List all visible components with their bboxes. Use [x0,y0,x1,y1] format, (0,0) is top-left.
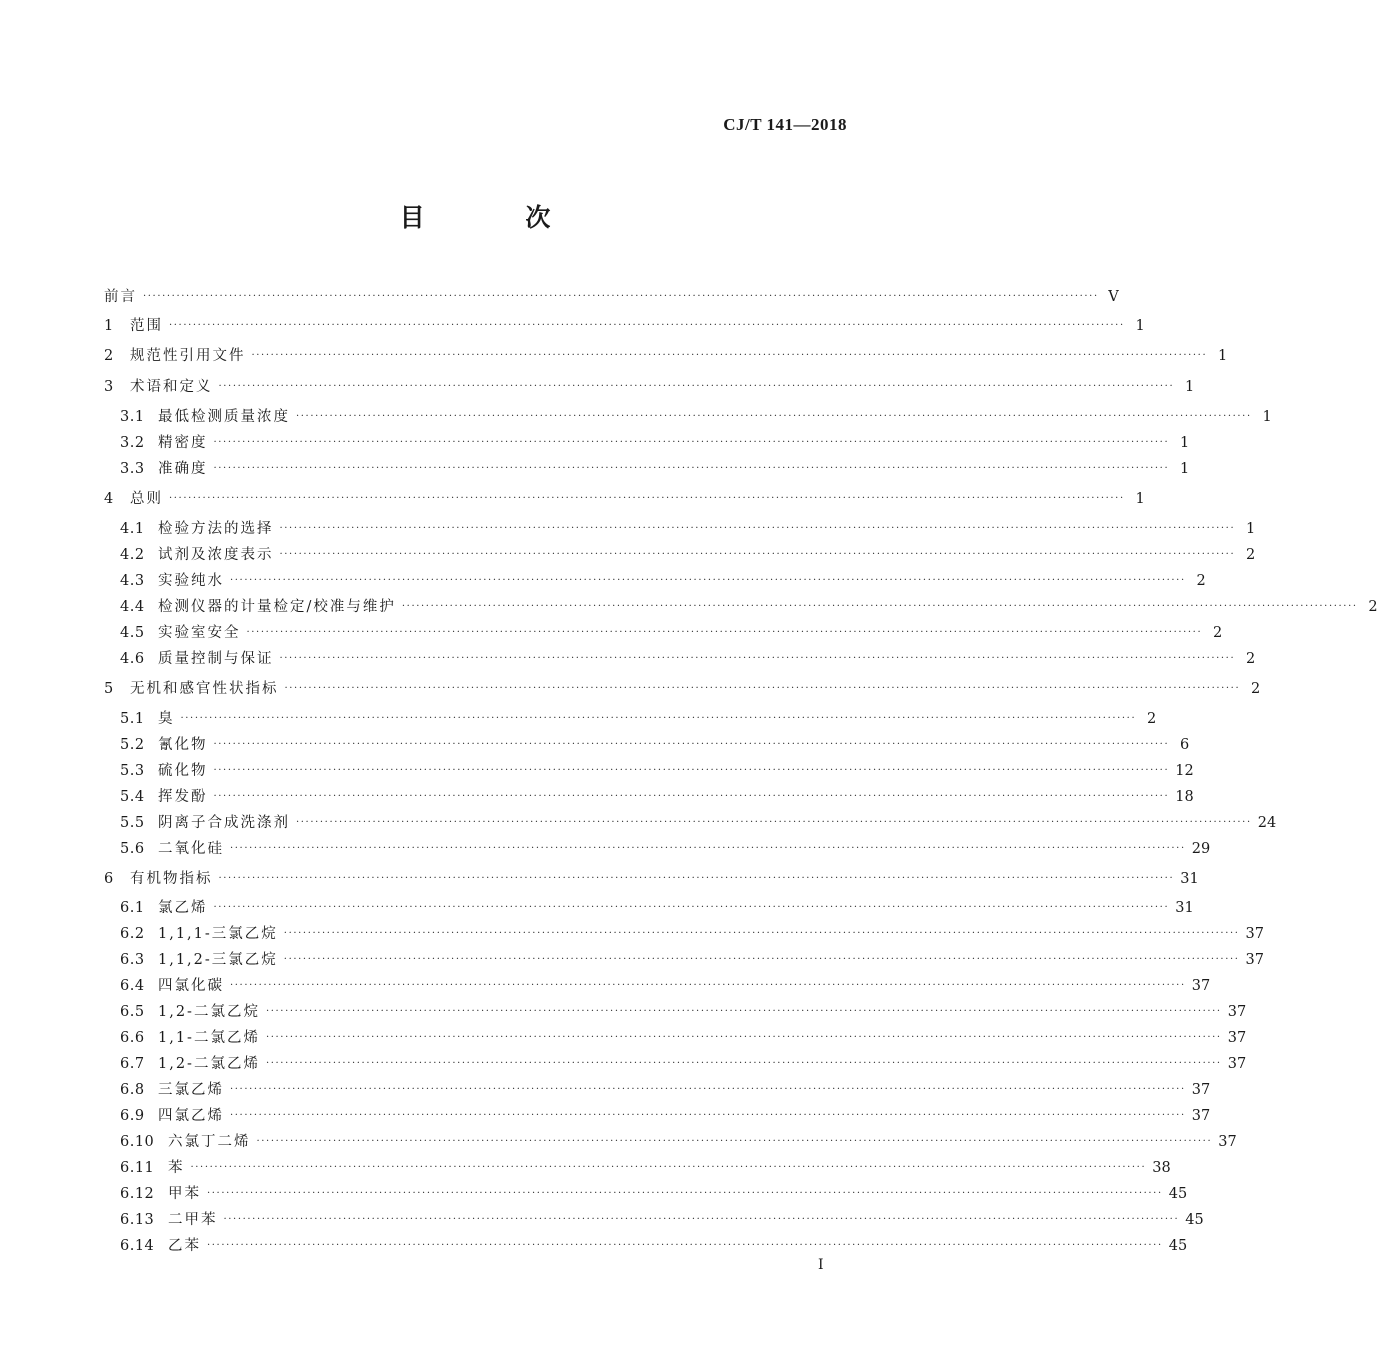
toc-entry-page: 6 [1180,737,1190,753]
toc-entry-title: 挥发酚 [158,789,208,805]
toc-entry-page: 29 [1191,841,1211,857]
toc-leader-dots: ········································································································································································································ [283,928,1240,939]
toc-entry-page: 2 [1246,547,1256,563]
toc-leader-dots: ········································································································································································································ [207,1188,1163,1199]
toc-entry-title: 氯乙烯 [158,900,208,916]
toc-entry-page: 45 [1185,1212,1204,1228]
toc-leader-dots: ········································································································································································································ [265,1058,1222,1069]
toc-entry-number: 4.1 [120,521,145,537]
toc-entry[interactable] [120,570,1206,592]
toc-entry-page: 1 [1135,491,1145,507]
toc-entry-title: 精密度 [158,435,208,451]
toc-leader-dots: ········································································································································································································ [230,1084,1186,1095]
toc-entry-number: 6.14 [120,1238,155,1254]
toc-leader-dots: ········································································································································································································ [265,1006,1222,1017]
toc-leader-dots: ········································································································································································································ [213,463,1170,474]
toc-entry-title: 氰化物 [158,737,208,753]
toc-entry[interactable] [104,678,1261,700]
toc-entry-page: 2 [1251,681,1261,697]
toc-entry-number: 6.4 [120,978,145,994]
toc-entry-page: 2 [1147,711,1157,727]
toc-entry-number: 6.5 [120,1004,145,1020]
toc-entry-number: 4.6 [120,651,145,667]
toc-leader-dots: ········································································································································································································ [230,575,1186,586]
toc-entry-title: 六氯丁二烯 [168,1134,251,1150]
toc-entry[interactable] [120,812,1277,834]
toc-entry-title: 臭 [158,711,175,727]
toc-entry[interactable] [120,1079,1211,1101]
toc-entry-page: 37 [1191,978,1211,994]
toc-entry[interactable] [120,975,1211,997]
toc-entry-page: 31 [1175,900,1194,916]
toc-entry-number: 6.12 [120,1186,155,1202]
toc-entry[interactable] [120,432,1190,454]
toc-entry-page: 1 [1185,379,1195,395]
toc-entry[interactable] [120,1131,1237,1153]
toc-entry-title: 1,1-二氯乙烯 [158,1030,260,1046]
toc-entry-title: 甲苯 [168,1186,201,1202]
toc-entry[interactable] [120,1053,1247,1075]
toc-entry-number: 1 [104,318,114,334]
page-folio: I [818,1257,824,1273]
toc-entry-page: 31 [1180,871,1199,887]
toc-leader-dots: ········································································································································································································ [213,437,1170,448]
toc-entry[interactable] [104,286,1119,308]
toc-entry-title: 四氯乙烯 [158,1108,224,1124]
toc-entry-number: 5.2 [120,737,145,753]
toc-entry[interactable] [120,1209,1204,1231]
toc-entry-page: 2 [1196,573,1206,589]
toc-leader-dots: ········································································································································································································ [296,411,1252,422]
toc-entry-page: 37 [1227,1004,1247,1020]
toc-entry-title: 阴离子合成洗涤剂 [158,815,290,831]
toc-entry-number: 6.10 [120,1134,155,1150]
toc-entry-page: 1 [1246,521,1256,537]
toc-leader-dots: ········································································································································································································ [279,523,1236,534]
toc-entry-number: 3.2 [120,435,145,451]
toc-entry-title: 实验室安全 [158,625,241,641]
toc-entry[interactable] [120,596,1378,618]
standard-code: CJ/T 141—2018 [723,115,847,134]
toc-entry-title: 二甲苯 [168,1212,218,1228]
toc-entry-title: 检测仪器的计量检定/校准与维护 [158,599,396,615]
toc-entry-title: 1,2-二氯乙烷 [158,1004,260,1020]
toc-entry-number: 2 [104,348,114,364]
toc-entry-page: 1 [1180,461,1190,477]
toc-entry-title: 有机物指标 [130,871,213,887]
toc-entry-page: 1 [1180,435,1190,451]
toc-entry[interactable] [120,923,1264,945]
toc-leader-dots: ········································································································································································································ [213,791,1170,802]
toc-entry-page: 2 [1246,651,1256,667]
toc-entry-page: 37 [1245,926,1264,942]
toc-entry-number: 4.3 [120,573,145,589]
toc-entry[interactable] [120,406,1272,428]
toc-entry-number: 4.4 [120,599,145,615]
toc-entry[interactable] [120,1157,1171,1179]
toc-entry-number: 6.8 [120,1082,145,1098]
page-title: 目 次 [399,203,597,232]
toc-entry-number: 6.1 [120,900,145,916]
toc-entry-title: 最低检测质量浓度 [158,409,290,425]
toc-entry-page: 37 [1227,1056,1247,1072]
toc-leader-dots: ········································································································································································································ [230,843,1186,854]
toc-entry-page: 12 [1175,763,1194,779]
toc-entry-title: 准确度 [158,461,208,477]
toc-entry-title: 乙苯 [168,1238,201,1254]
toc-entry[interactable] [120,458,1190,480]
toc-leader-dots: ········································································································································································································ [190,1162,1147,1173]
toc-leader-dots: ········································································································································································································ [296,817,1252,828]
toc-entry-page: 37 [1191,1108,1211,1124]
toc-entry-title: 苯 [168,1160,185,1176]
toc-entry[interactable] [120,1027,1247,1049]
toc-entry[interactable] [120,1001,1247,1023]
toc-entry[interactable] [120,786,1194,808]
toc-entry-title: 二氧化硅 [158,841,224,857]
toc-entry-title: 1,1,1-三氯乙烷 [158,926,278,942]
toc-entry-page: 45 [1168,1186,1188,1202]
toc-leader-dots: ········································································································································································································ [169,493,1125,504]
toc-leader-dots: ········································································································································································································ [284,683,1241,694]
toc-entry-number: 6 [104,871,114,887]
toc-leader-dots: ········································································································································································································ [143,291,1099,302]
toc-leader-dots: ········································································································································································································ [213,739,1170,750]
toc-entry[interactable] [104,345,1228,367]
toc-entry[interactable] [104,868,1199,890]
toc-leader-dots: ········································································································································································································ [230,980,1186,991]
toc-entry[interactable] [120,949,1264,971]
toc-entry-number: 6.2 [120,926,145,942]
toc-leader-dots: ········································································································································································································ [230,1110,1186,1121]
toc-entry-page: 1 [1262,409,1272,425]
toc-entry-title: 四氯化碳 [158,978,224,994]
toc-entry-number: 3.3 [120,461,145,477]
toc-entry[interactable] [104,488,1145,510]
toc-entry-page: 2 [1213,625,1223,641]
toc-entry-number: 3.1 [120,409,145,425]
toc-entry[interactable] [120,897,1194,919]
toc-entry-page: 1 [1218,348,1228,364]
toc-entry-title: 总则 [130,491,163,507]
toc-entry[interactable] [104,376,1195,398]
toc-entry-title: 无机和感官性状指标 [130,681,279,697]
toc-entry-title: 硫化物 [158,763,208,779]
toc-entry-number: 5.1 [120,711,145,727]
toc-leader-dots: ········································································································································································································ [246,627,1203,638]
toc-entry-page: 1 [1135,318,1145,334]
toc-leader-dots: ········································································································································································································ [279,549,1236,560]
toc-entry-number: 3 [104,379,114,395]
toc-entry-page: 37 [1245,952,1264,968]
toc-entry-page: V [1108,289,1119,305]
toc-leader-dots: ········································································································································································································ [401,601,1358,612]
toc-entry[interactable] [120,622,1223,644]
toc-entry[interactable] [120,760,1194,782]
toc-leader-dots: ········································································································································································································ [265,1032,1222,1043]
toc-entry-number: 6.6 [120,1030,145,1046]
toc-entry-page: 2 [1368,599,1378,615]
toc-leader-dots: ········································································································································································································ [256,1136,1213,1147]
toc-leader-dots: ········································································································································································································ [218,873,1175,884]
toc-leader-dots: ········································································································································································································ [251,350,1208,361]
toc-leader-dots: ········································································································································································································ [223,1214,1180,1225]
toc-entry-page: 18 [1175,789,1194,805]
toc-entry-page: 45 [1168,1238,1188,1254]
toc-leader-dots: ········································································································································································································ [213,902,1170,913]
toc-entry[interactable] [120,838,1211,860]
toc-entry-title: 范围 [130,318,163,334]
toc-entry[interactable] [120,1183,1188,1205]
toc-entry-page: 24 [1257,815,1277,831]
toc-entry-title: 规范性引用文件 [130,348,246,364]
toc-entry[interactable] [120,648,1256,670]
toc-leader-dots: ········································································································································································································ [283,954,1240,965]
toc-entry-number: 4.2 [120,547,145,563]
toc-entry-title: 质量控制与保证 [158,651,274,667]
toc-entry-title: 实验纯水 [158,573,224,589]
toc-entry-title: 检验方法的选择 [158,521,274,537]
toc-entry[interactable] [120,1235,1188,1257]
toc-entry-page: 37 [1227,1030,1247,1046]
toc-entry-number: 6.13 [120,1212,155,1228]
toc-entry-title: 三氯乙烯 [158,1082,224,1098]
toc-entry-number: 6.11 [120,1160,155,1176]
toc-entry-page: 38 [1152,1160,1171,1176]
toc-entry-number: 5.5 [120,815,145,831]
toc-entry-number: 5.3 [120,763,145,779]
toc-leader-dots: ········································································································································································································ [218,381,1175,392]
toc-entry-number: 4 [104,491,114,507]
toc-entry-title: 试剂及浓度表示 [158,547,274,563]
toc-entry-number: 6.7 [120,1056,145,1072]
toc-entry[interactable] [120,708,1157,730]
toc-entry-number: 6.9 [120,1108,145,1124]
toc-entry[interactable] [104,315,1145,337]
toc-entry-title: 前言 [104,289,137,305]
toc-entry-number: 5.4 [120,789,145,805]
toc-entry-number: 6.3 [120,952,145,968]
toc-entry[interactable] [120,544,1256,566]
toc-entry-title: 1,1,2-三氯乙烷 [158,952,278,968]
toc-entry-number: 5 [104,681,114,697]
toc-leader-dots: ········································································································································································································ [279,653,1236,664]
toc-entry-number: 4.5 [120,625,145,641]
toc-entry[interactable] [120,1105,1211,1127]
toc-entry[interactable] [120,734,1190,756]
toc-leader-dots: ········································································································································································································ [207,1240,1163,1251]
toc-leader-dots: ········································································································································································································ [169,320,1125,331]
toc-entry-title: 1,2-二氯乙烯 [158,1056,260,1072]
toc-entry-title: 术语和定义 [130,379,213,395]
toc-leader-dots: ········································································································································································································ [180,713,1137,724]
toc-entry-page: 37 [1218,1134,1237,1150]
toc-entry[interactable] [120,518,1256,540]
toc-entry-page: 37 [1191,1082,1211,1098]
toc-leader-dots: ········································································································································································································ [213,765,1170,776]
toc-entry-number: 5.6 [120,841,145,857]
